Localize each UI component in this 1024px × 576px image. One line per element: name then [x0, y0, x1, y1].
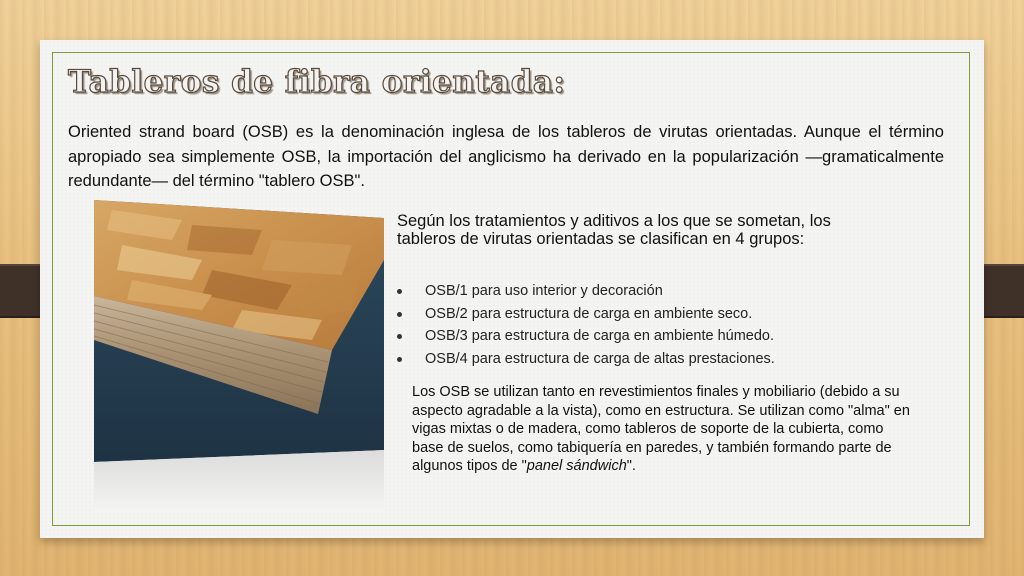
list-item-text: OSB/4 para estructura de carga de altas prestaciones.	[425, 351, 775, 368]
usage-text: Los OSB se utilizan tanto en revestimientos finales y mobiliario (debido a su aspecto agradable a la vista), como en estructura. Se utilizan como "alma" en vigas mixtas o de madera, como tableros de soporte de la cubierta, como base de suelos, como tabiquería en paredes, y también formando parte de algunos tipos de "	[412, 384, 910, 475]
slide-title: Tableros de fibra orientada:	[68, 64, 566, 100]
osb-groups-list	[397, 280, 897, 371]
list-item-text: OSB/2 para estructura de carga en ambiente seco.	[425, 305, 753, 322]
usage-paragraph	[412, 383, 912, 476]
bullet-icon	[397, 357, 402, 362]
classification-intro: Según los tratamientos y aditivos a los que se sometan, los tableros de virutas orientadas se clasifican en 4 grupos:	[397, 212, 831, 248]
usage-text-end: ".	[626, 458, 636, 475]
intro-paragraph: Oriented strand board (OSB) es la denominación inglesa de los tableros de virutas orientadas. Aunque el término apropiado sea simplemente OSB, la importación del anglicismo ha derivado en la popularización —gramaticalmente redundante— del término "tablero OSB".	[68, 123, 944, 190]
osb-board-photo	[92, 200, 384, 512]
bullet-icon	[397, 312, 402, 317]
list-item-text: OSB/1 para uso interior y decoración	[425, 283, 663, 299]
bullet-icon	[397, 289, 402, 294]
list-item-text: OSB/3 para estructura de carga en ambiente húmedo.	[425, 328, 775, 345]
list-item	[397, 348, 897, 371]
list-item	[397, 325, 897, 348]
list-item	[397, 303, 897, 326]
usage-italic-term: panel sándwich	[526, 458, 627, 475]
list-item	[397, 280, 897, 303]
bullet-icon	[397, 334, 402, 339]
